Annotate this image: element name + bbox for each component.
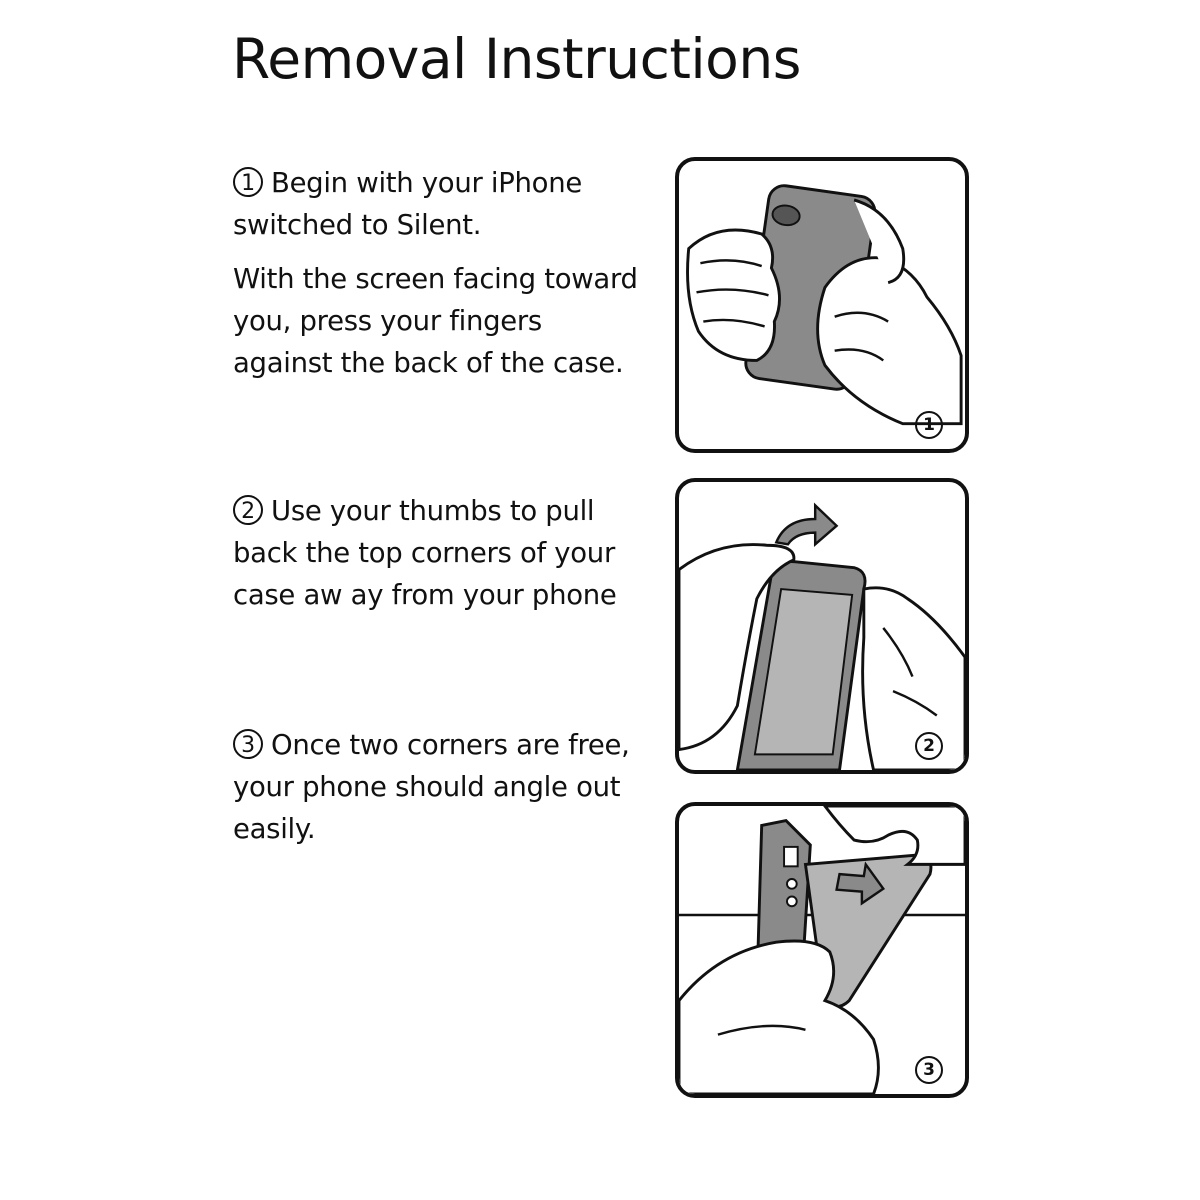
step-2 bbox=[233, 490, 643, 616]
step-3-lead bbox=[233, 724, 643, 850]
step-1-lead bbox=[233, 162, 643, 246]
illustration-3 bbox=[675, 802, 969, 1098]
thumbs-pull-corners-illustration bbox=[679, 482, 965, 770]
step-1-number: 1 bbox=[233, 167, 263, 197]
page-title: Removal Instructions bbox=[232, 27, 801, 91]
step-2-lead bbox=[233, 490, 643, 616]
illustration-2-badge: 2 bbox=[915, 732, 943, 760]
illustration-2 bbox=[675, 478, 969, 774]
step-2-lead-text: Use your thumbs to pull back the top corners of your case aw ay from your phone bbox=[233, 495, 617, 611]
illustration-1 bbox=[675, 157, 969, 453]
step-2-number: 2 bbox=[233, 495, 263, 525]
illustration-1-badge: 1 bbox=[915, 411, 943, 439]
illustration-3-badge: 3 bbox=[915, 1056, 943, 1084]
step-3-lead-text: Once two corners are free, your phone should angle out easily. bbox=[233, 729, 630, 845]
step-3-number: 3 bbox=[233, 729, 263, 759]
step-1 bbox=[233, 162, 643, 384]
hands-pressing-case-illustration bbox=[679, 161, 965, 449]
step-3 bbox=[233, 724, 643, 850]
step-1-lead-text: Begin with your iPhone switched to Silent. bbox=[233, 167, 582, 241]
step-1-note: With the screen facing toward you, press your fingers against the back of the case. bbox=[233, 263, 638, 379]
phone-angles-out-illustration bbox=[679, 806, 965, 1094]
